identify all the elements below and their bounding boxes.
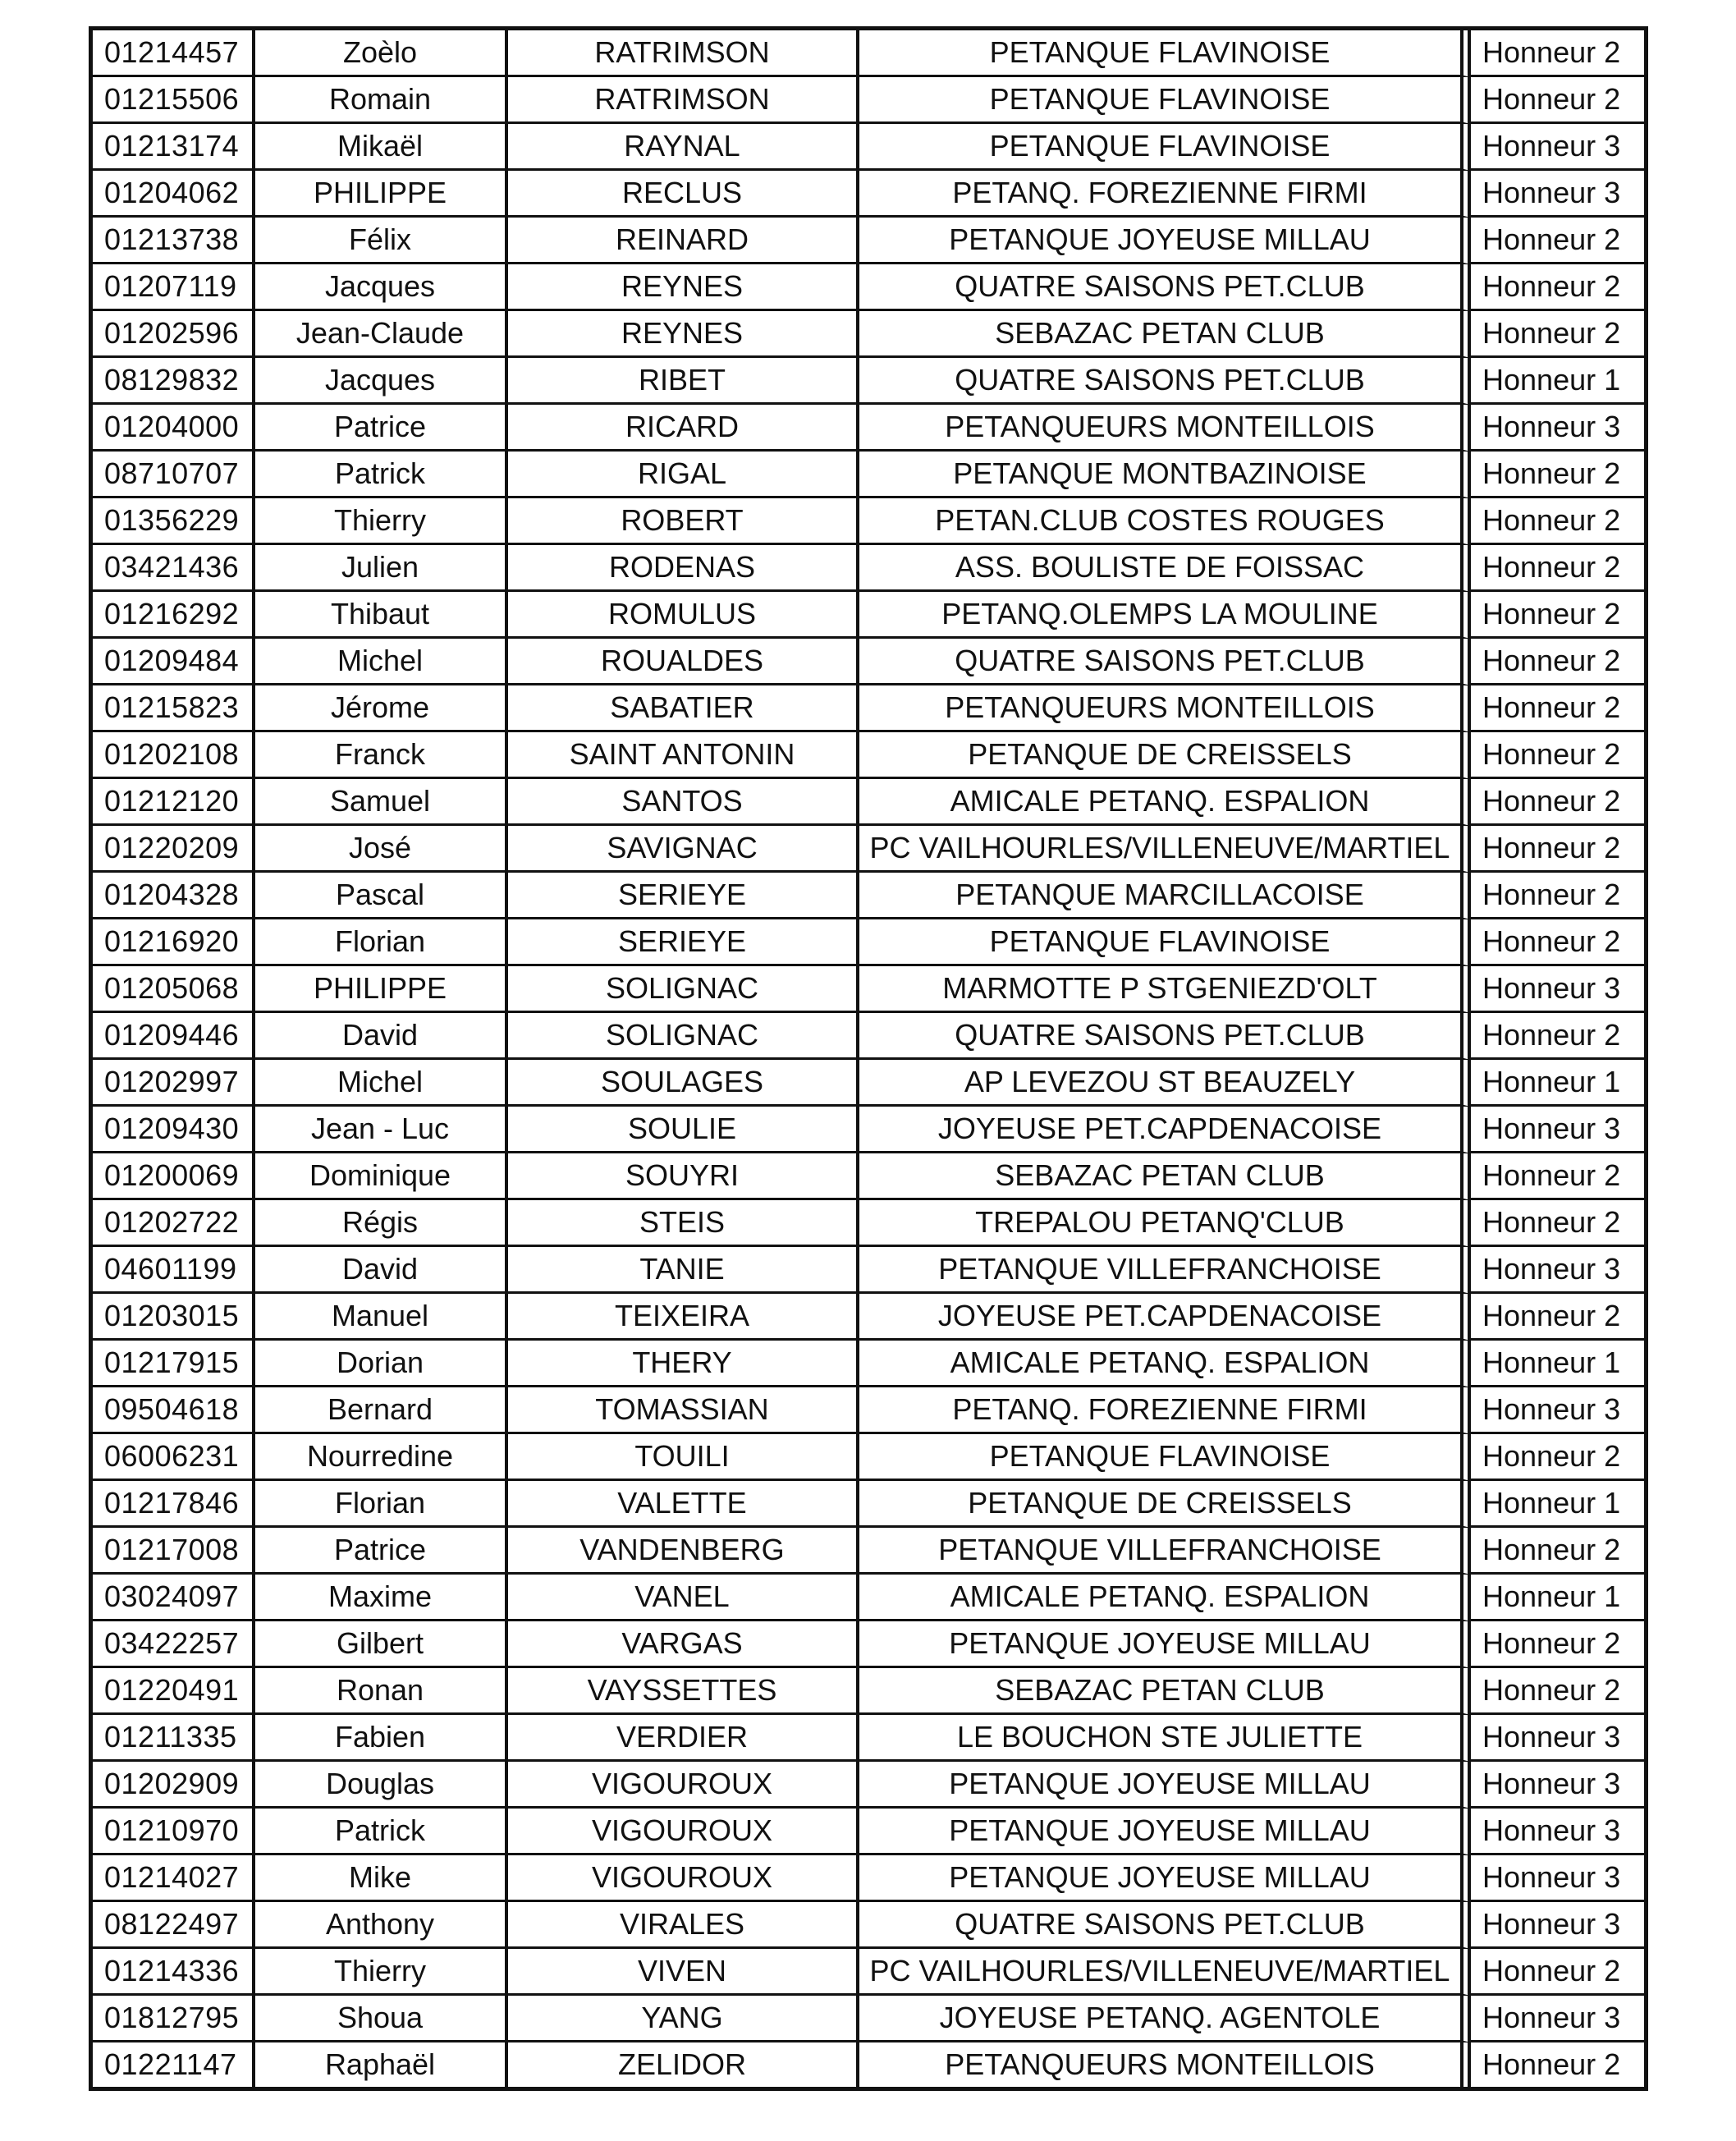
licence-number-cell: 01203015 (93, 1294, 255, 1341)
first-name-cell: David (255, 1013, 508, 1060)
club-cell: PETANQUEURS MONTEILLOIS (859, 405, 1471, 452)
licence-number-cell: 01217846 (93, 1481, 255, 1528)
table-row (93, 919, 1644, 966)
last-name-cell: VANDENBERG (508, 1528, 859, 1575)
first-name-cell: Fabien (255, 1715, 508, 1762)
club-cell: PETANQ. FOREZIENNE FIRMI (859, 1387, 1471, 1434)
club-cell: SEBAZAC PETAN CLUB (859, 311, 1471, 358)
last-name-cell: REYNES (508, 264, 859, 311)
club-cell: TREPALOU PETANQ'CLUB (859, 1200, 1471, 1247)
table-row (93, 1387, 1644, 1434)
last-name-cell: RATRIMSON (508, 30, 859, 77)
last-name-cell: SAINT ANTONIN (508, 732, 859, 779)
level-cell: Honneur 2 (1482, 2047, 1621, 2081)
club-cell: PETANQUE DE CREISSELS (859, 1481, 1471, 1528)
first-name-cell: Bernard (255, 1387, 508, 1434)
first-name-cell: José (255, 826, 508, 873)
last-name-cell: RIGAL (508, 452, 859, 498)
licence-number-cell: 01221147 (93, 2042, 255, 2087)
last-name-cell: ROUALDES (508, 639, 859, 685)
level-cell: Honneur 2 (1471, 1294, 1644, 1341)
club-cell: PETANQUE MONTBAZINOISE (859, 452, 1471, 498)
club-cell: PETANQUE FLAVINOISE (859, 77, 1471, 124)
table-row (93, 873, 1644, 919)
last-name-cell: RAYNAL (508, 124, 859, 171)
first-name-cell: Thierry (255, 498, 508, 545)
table-row (93, 1996, 1644, 2042)
last-name-cell: VIGOUROUX (508, 1762, 859, 1809)
licence-number-cell: 01812795 (93, 1996, 255, 2042)
last-name-cell: VIGOUROUX (508, 1809, 859, 1855)
level-cell: Honneur 2 (1471, 218, 1644, 264)
club-cell: QUATRE SAISONS PET.CLUB (859, 1902, 1471, 1949)
first-name-cell: Patrick (255, 452, 508, 498)
table-row (93, 1341, 1644, 1387)
table-row (93, 1294, 1644, 1341)
level-cell: Honneur 3 (1471, 171, 1644, 218)
first-name-cell: Zoèlo (255, 30, 508, 77)
table-row (93, 1153, 1644, 1200)
table-row (93, 592, 1644, 639)
club-cell: PETANQUE VILLEFRANCHOISE (859, 1528, 1471, 1575)
licence-number-cell: 08129832 (93, 358, 255, 405)
licence-number-cell: 01216920 (93, 919, 255, 966)
table-row (93, 1949, 1644, 1996)
licence-number-cell: 01202596 (93, 311, 255, 358)
club-cell: SEBAZAC PETAN CLUB (859, 1153, 1471, 1200)
first-name-cell: Jean-Claude (255, 311, 508, 358)
last-name-cell: STEIS (508, 1200, 859, 1247)
level-cell: Honneur 2 (1471, 77, 1644, 124)
first-name-cell: Douglas (255, 1762, 508, 1809)
level-cell: Honneur 2 (1471, 30, 1644, 77)
level-cell: Honneur 2 (1471, 919, 1644, 966)
last-name-cell: ROMULUS (508, 592, 859, 639)
licence-number-cell: 01209430 (93, 1107, 255, 1153)
club-cell: MARMOTTE P STGENIEZD'OLT (859, 966, 1471, 1013)
licence-number-cell: 01211335 (93, 1715, 255, 1762)
table-row (93, 639, 1644, 685)
table-row (93, 826, 1644, 873)
level-cell: Honneur 2 (1471, 1013, 1644, 1060)
last-name-cell: REYNES (508, 311, 859, 358)
level-cell: Honneur 2 (1471, 1621, 1644, 1668)
licence-number-cell: 01215823 (93, 685, 255, 732)
table-row (93, 1060, 1644, 1107)
level-cell: Honneur 3 (1471, 1387, 1644, 1434)
first-name-cell: Nourredine (255, 1434, 508, 1481)
first-name-cell: Jean - Luc (255, 1107, 508, 1153)
licence-number-cell: 03421436 (93, 545, 255, 592)
first-name-cell: Florian (255, 919, 508, 966)
table-row (93, 218, 1644, 264)
table-row (93, 452, 1644, 498)
first-name-cell: Dominique (255, 1153, 508, 1200)
table-row (93, 1247, 1644, 1294)
last-name-cell: RICARD (508, 405, 859, 452)
last-name-cell: VERDIER (508, 1715, 859, 1762)
licence-number-cell: 01215506 (93, 77, 255, 124)
level-cell: Honneur 2 (1471, 779, 1644, 826)
last-name-cell: VANEL (508, 1575, 859, 1621)
first-name-cell: Michel (255, 639, 508, 685)
roster-body (93, 30, 1644, 2087)
level-cell: Honneur 1 (1471, 1575, 1644, 1621)
table-row (93, 1668, 1644, 1715)
first-name-cell: Jérome (255, 685, 508, 732)
club-cell: JOYEUSE PET.CAPDENACOISE (859, 1294, 1471, 1341)
club-cell: JOYEUSE PET.CAPDENACOISE (859, 1107, 1471, 1153)
last-name-cell: SOLIGNAC (508, 1013, 859, 1060)
club-cell: QUATRE SAISONS PET.CLUB (859, 1013, 1471, 1060)
last-name-cell: RIBET (508, 358, 859, 405)
level-cell: Honneur 3 (1471, 405, 1644, 452)
level-cell: Honneur 3 (1471, 1855, 1644, 1902)
licence-number-cell: 01214027 (93, 1855, 255, 1902)
first-name-cell: Mikaël (255, 124, 508, 171)
licence-number-cell: 01210970 (93, 1809, 255, 1855)
last-name-cell: VARGAS (508, 1621, 859, 1668)
first-name-cell: Manuel (255, 1294, 508, 1341)
licence-number-cell: 01356229 (93, 498, 255, 545)
table-row (93, 1481, 1644, 1528)
licence-number-cell: 01202108 (93, 732, 255, 779)
table-row (93, 1200, 1644, 1247)
level-cell: Honneur 2 (1471, 1949, 1644, 1996)
first-name-cell: Raphaël (255, 2042, 508, 2087)
licence-number-cell: 01216292 (93, 592, 255, 639)
table-row (93, 1528, 1644, 1575)
first-name-cell: PHILIPPE (255, 171, 508, 218)
licence-number-cell: 01202722 (93, 1200, 255, 1247)
first-name-cell: Patrick (255, 1809, 508, 1855)
last-name-cell: VIRALES (508, 1902, 859, 1949)
club-cell: PETANQUE JOYEUSE MILLAU (859, 218, 1471, 264)
table-row (93, 1809, 1644, 1855)
licence-number-cell: 01212120 (93, 779, 255, 826)
table-row (93, 498, 1644, 545)
first-name-cell: Jacques (255, 264, 508, 311)
table-row (93, 545, 1644, 592)
first-name-cell: Thierry (255, 1949, 508, 1996)
licence-number-cell: 03024097 (93, 1575, 255, 1621)
level-cell: Honneur 2 (1471, 592, 1644, 639)
last-name-cell: SOLIGNAC (508, 966, 859, 1013)
licence-number-cell: 03422257 (93, 1621, 255, 1668)
licence-number-cell: 01204328 (93, 873, 255, 919)
last-name-cell: RATRIMSON (508, 77, 859, 124)
licence-number-cell: 01209446 (93, 1013, 255, 1060)
club-cell: AMICALE PETANQ. ESPALION (859, 779, 1471, 826)
last-name-cell: SERIEYE (508, 873, 859, 919)
club-cell: PETANQUE DE CREISSELS (859, 732, 1471, 779)
level-cell: Honneur 3 (1471, 1247, 1644, 1294)
table-row (93, 779, 1644, 826)
table-row (93, 1575, 1644, 1621)
first-name-cell: Romain (255, 77, 508, 124)
club-cell: PETAN.CLUB COSTES ROUGES (859, 498, 1471, 545)
level-cell: Honneur 3 (1471, 1996, 1644, 2042)
licence-number-cell: 01220491 (93, 1668, 255, 1715)
last-name-cell: TANIE (508, 1247, 859, 1294)
first-name-cell: Florian (255, 1481, 508, 1528)
level-cell: Honneur 3 (1471, 1715, 1644, 1762)
first-name-cell: Maxime (255, 1575, 508, 1621)
licence-number-cell: 01217008 (93, 1528, 255, 1575)
level-cell: Honneur 3 (1471, 966, 1644, 1013)
table-row (93, 1855, 1644, 1902)
club-cell: LE BOUCHON STE JULIETTE (859, 1715, 1471, 1762)
first-name-cell: Dorian (255, 1341, 508, 1387)
level-cell: Honneur 2 (1471, 685, 1644, 732)
level-cell: Honneur 1 (1471, 358, 1644, 405)
licence-number-cell: 01214457 (93, 30, 255, 77)
table-row (93, 311, 1644, 358)
club-cell: PETANQUE MARCILLACOISE (859, 873, 1471, 919)
club-cell: PETANQUE JOYEUSE MILLAU (859, 1762, 1471, 1809)
table-row (93, 77, 1644, 124)
first-name-cell: Félix (255, 218, 508, 264)
table-row (93, 1715, 1644, 1762)
table-row (93, 264, 1644, 311)
club-cell: PETANQUE JOYEUSE MILLAU (859, 1621, 1471, 1668)
last-name-cell: RODENAS (508, 545, 859, 592)
last-name-cell: SERIEYE (508, 919, 859, 966)
licence-number-cell: 09504618 (93, 1387, 255, 1434)
first-name-cell: Pascal (255, 873, 508, 919)
table-row (93, 124, 1644, 171)
licence-number-cell: 01202909 (93, 1762, 255, 1809)
level-cell: Honneur 3 (1471, 1902, 1644, 1949)
last-name-cell: VALETTE (508, 1481, 859, 1528)
level-cell: Honneur 2 (1471, 311, 1644, 358)
first-name-cell: PHILIPPE (255, 966, 508, 1013)
table-row (93, 1434, 1644, 1481)
first-name-cell: Julien (255, 545, 508, 592)
level-cell: Honneur 2 (1471, 452, 1644, 498)
last-name-cell: SOULAGES (508, 1060, 859, 1107)
table-row (93, 966, 1644, 1013)
level-cell: Honneur 2 (1471, 1153, 1644, 1200)
first-name-cell: Jacques (255, 358, 508, 405)
club-cell: AP LEVEZOU ST BEAUZELY (859, 1060, 1471, 1107)
last-name-cell: THERY (508, 1341, 859, 1387)
level-cell: Honneur 2 (1471, 264, 1644, 311)
club-cell: PETANQUE FLAVINOISE (859, 1434, 1471, 1481)
club-cell: PETANQUE VILLEFRANCHOISE (859, 1247, 1471, 1294)
first-name-cell: Thibaut (255, 592, 508, 639)
level-cell: Honneur 2 (1471, 1434, 1644, 1481)
club-cell: PETANQUE FLAVINOISE (859, 919, 1471, 966)
last-name-cell: VIVEN (508, 1949, 859, 1996)
club-cell: PETANQ.OLEMPS LA MOULINE (859, 592, 1471, 639)
table-row (93, 30, 1644, 77)
table-row (93, 1902, 1644, 1949)
table-row (93, 1621, 1644, 1668)
licence-number-cell: 01213738 (93, 218, 255, 264)
last-name-cell: ROBERT (508, 498, 859, 545)
table-row (93, 171, 1644, 218)
first-name-cell: Régis (255, 1200, 508, 1247)
level-cell: Honneur 3 (1471, 1809, 1644, 1855)
licence-number-cell: 01205068 (93, 966, 255, 1013)
licence-number-cell: 01207119 (93, 264, 255, 311)
last-name-cell: SOUYRI (508, 1153, 859, 1200)
level-cell: Honneur 3 (1471, 124, 1644, 171)
club-cell: QUATRE SAISONS PET.CLUB (859, 264, 1471, 311)
level-cell: Honneur 3 (1471, 1762, 1644, 1809)
licence-number-cell: 01220209 (93, 826, 255, 873)
club-cell: QUATRE SAISONS PET.CLUB (859, 639, 1471, 685)
table-row (93, 1762, 1644, 1809)
first-name-cell: Patrice (255, 1528, 508, 1575)
player-roster-table (89, 26, 1648, 2091)
first-name-cell: Shoua (255, 1996, 508, 2042)
last-name-cell: YANG (508, 1996, 859, 2042)
club-cell: PC VAILHOURLES/VILLENEUVE/MARTIEL (859, 826, 1471, 873)
licence-number-cell: 01202997 (93, 1060, 255, 1107)
last-name-cell: SANTOS (508, 779, 859, 826)
level-cell: Honneur 2 (1471, 498, 1644, 545)
licence-number-cell: 01214336 (93, 1949, 255, 1996)
level-cell: Honneur 1 (1471, 1060, 1644, 1107)
last-name-cell: VIGOUROUX (508, 1855, 859, 1902)
level-cell: Honneur 1 (1471, 1481, 1644, 1528)
last-name-cell: RECLUS (508, 171, 859, 218)
club-cell: AMICALE PETANQ. ESPALION (859, 1341, 1471, 1387)
level-cell: Honneur 3 (1471, 1107, 1644, 1153)
table-row (93, 358, 1644, 405)
last-name-cell: TOMASSIAN (508, 1387, 859, 1434)
last-name-cell: SAVIGNAC (508, 826, 859, 873)
club-cell: PETANQUE JOYEUSE MILLAU (859, 1809, 1471, 1855)
licence-number-cell: 01209484 (93, 639, 255, 685)
table-row (93, 685, 1644, 732)
level-cell: Honneur 2 (1471, 732, 1644, 779)
last-name-cell: TEIXEIRA (508, 1294, 859, 1341)
licence-number-cell: 01204062 (93, 171, 255, 218)
last-name-cell: REINARD (508, 218, 859, 264)
first-name-cell: Patrice (255, 405, 508, 452)
first-name-cell: David (255, 1247, 508, 1294)
first-name-cell: Mike (255, 1855, 508, 1902)
level-cell: Honneur 2 (1471, 873, 1644, 919)
first-name-cell: Michel (255, 1060, 508, 1107)
licence-number-cell: 01204000 (93, 405, 255, 452)
licence-number-cell: 08710707 (93, 452, 255, 498)
table-row (93, 1013, 1644, 1060)
first-name-cell: Ronan (255, 1668, 508, 1715)
club-cell: PETANQ. FOREZIENNE FIRMI (859, 171, 1471, 218)
club-cell: PETANQUE FLAVINOISE (859, 30, 1471, 77)
first-name-cell: Gilbert (255, 1621, 508, 1668)
licence-number-cell: 01217915 (93, 1341, 255, 1387)
licence-number-cell: 01213174 (93, 124, 255, 171)
licence-number-cell: 01200069 (93, 1153, 255, 1200)
club-cell: PETANQUE FLAVINOISE (859, 124, 1471, 171)
club-cell: ASS. BOULISTE DE FOISSAC (859, 545, 1471, 592)
club-cell: JOYEUSE PETANQ. AGENTOLE (859, 1996, 1471, 2042)
last-name-cell: ZELIDOR (508, 2042, 859, 2087)
level-cell: Honneur 2 (1471, 639, 1644, 685)
club-cell: PETANQUEURS MONTEILLOIS (859, 685, 1471, 732)
last-name-cell: VAYSSETTES (508, 1668, 859, 1715)
licence-number-cell: 08122497 (93, 1902, 255, 1949)
club-cell: AMICALE PETANQ. ESPALION (859, 1575, 1471, 1621)
table-row (93, 405, 1644, 452)
level-cell: Honneur 2 (1471, 826, 1644, 873)
club-cell: SEBAZAC PETAN CLUB (859, 1668, 1471, 1715)
last-name-cell: TOUILI (508, 1434, 859, 1481)
level-cell: Honneur 2 (1471, 545, 1644, 592)
level-cell: Honneur 2 (1471, 1668, 1644, 1715)
club-cell: PETANQUE JOYEUSE MILLAU (859, 1855, 1471, 1902)
licence-number-cell: 04601199 (93, 1247, 255, 1294)
last-name-cell: SOULIE (508, 1107, 859, 1153)
last-name-cell: SABATIER (508, 685, 859, 732)
club-cell: PETANQUEURS MONTEILLOIS (859, 2042, 1471, 2087)
level-cell: Honneur 2 (1471, 1528, 1644, 1575)
table-row (93, 732, 1644, 779)
first-name-cell: Franck (255, 732, 508, 779)
table-row (93, 2042, 1644, 2087)
club-cell: PC VAILHOURLES/VILLENEUVE/MARTIEL (859, 1949, 1471, 1996)
club-cell: QUATRE SAISONS PET.CLUB (859, 358, 1471, 405)
level-cell: Honneur 1 (1471, 1341, 1644, 1387)
first-name-cell: Samuel (255, 779, 508, 826)
table-row (93, 1107, 1644, 1153)
first-name-cell: Anthony (255, 1902, 508, 1949)
licence-number-cell: 06006231 (93, 1434, 255, 1481)
level-cell: Honneur 2 (1471, 1200, 1644, 1247)
